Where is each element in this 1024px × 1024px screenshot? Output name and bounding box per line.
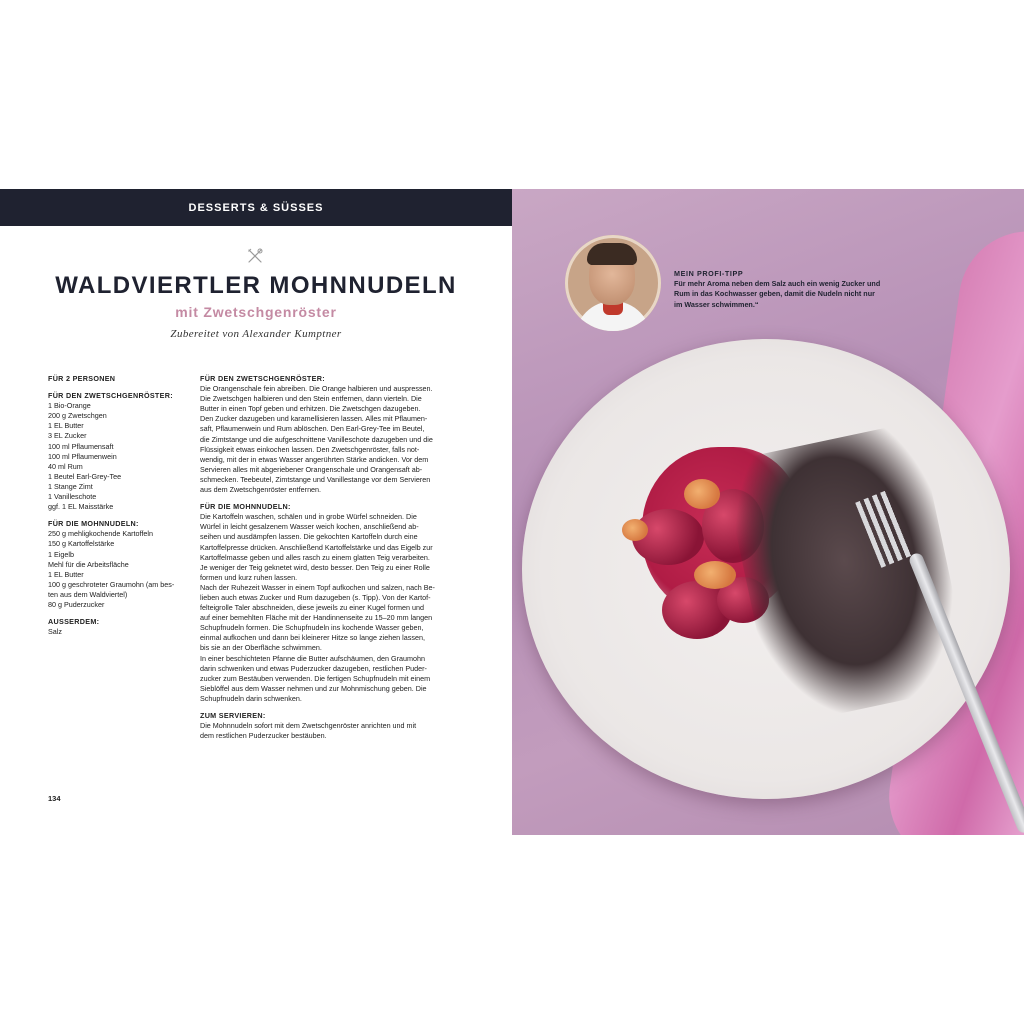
orange-peel [684, 479, 720, 509]
method-line: dem restlichen Puderzucker bestäuben. [200, 731, 327, 741]
method-section [200, 502, 465, 704]
chef-portrait [565, 235, 661, 331]
ingredient-item: 1 Beutel Earl-Grey-Tee [48, 471, 122, 481]
ingredient-item: 1 EL Butter [48, 421, 84, 431]
tip-label: MEIN PROFI-TIPP [674, 269, 744, 278]
method-section [200, 711, 465, 741]
method-heading: FÜR DIE MOHNNUDELN: [200, 502, 291, 512]
ingredient-group-heading: FÜR DIE MOHNNUDELN: [48, 519, 139, 529]
method-line: Sieblöffel aus dem Wasser nehmen und zur Mohnmischung geben. Die [200, 683, 427, 693]
servings-label: FÜR 2 PERSONEN [48, 374, 116, 383]
method-line: zucker zum Bestäuben verwenden. Die fertigen Schupfnudeln mit einem [200, 673, 431, 683]
tip-line: Für mehr Aroma neben dem Salz auch ein wenig Zucker und [674, 279, 881, 289]
tip-line: im Wasser schwimmen.“ [674, 299, 759, 309]
method-section [200, 374, 465, 495]
ingredient-item: 200 g Zwetschgen [48, 411, 107, 421]
method-line: Servieren alles mit abgeriebener Orangenschale und Orangensaft ab- [200, 464, 423, 474]
ingredient-group [48, 391, 188, 512]
ingredient-item: 250 g mehligkochende Kartoffeln [48, 529, 153, 539]
ingredient-item: Salz [48, 627, 62, 637]
page-number: 134 [48, 794, 61, 803]
method-line: felteigrolle Taler abschneiden, diese jeweils zu einer Kugel formen und [200, 603, 425, 613]
method-line: saft, Pflaumenwein und Rum ablöschen. Den Earl-Grey-Tee im Beutel, [200, 424, 425, 434]
ingredient-item: 150 g Kartoffelstärke [48, 539, 115, 549]
method-line: Nach der Ruhezeit Wasser in einem Topf aufkochen und salzen, nach Be- [200, 582, 435, 592]
method-line: darin schwenken und etwas Puderzucker dazugeben, restlichen Puder- [200, 663, 427, 673]
method-line: die Zimtstange und die aufgeschnittene Vanilleschote dazugeben und die [200, 434, 433, 444]
ingredient-item: 100 g geschroteter Graumohn (am bes- [48, 579, 175, 589]
method-line: Je weniger der Teig geknetet wird, desto besser. Den Teig zu einer Rolle [200, 562, 430, 572]
recipe-title: WALDVIERTLER MOHNNUDELN [55, 272, 457, 299]
ingredient-item: 1 Eigelb [48, 549, 74, 559]
utensils-icon [247, 248, 263, 264]
ingredient-item: 3 EL Zucker [48, 431, 87, 441]
method-column [200, 374, 465, 741]
ingredient-group-heading: AUSSERDEM: [48, 617, 100, 627]
ingredient-item: 100 ml Pflaumensaft [48, 441, 114, 451]
ingredient-item: Mehl für die Arbeitsfläche [48, 559, 129, 569]
method-line: Schupfnudeln darin schwenken. [200, 693, 302, 703]
ingredient-group-heading: FÜR DEN ZWETSCHGENRÖSTER: [48, 391, 173, 401]
ingredient-group [48, 617, 188, 637]
method-line: Butter in einen Topf geben und erhitzen. Die Zwetschgen dazugeben. [200, 404, 421, 414]
recipe-byline: Zubereitet von Alexander Kumptner [170, 328, 342, 340]
ingredient-item: 1 Stange Zimt [48, 481, 93, 491]
method-line: lieben auch etwas Zucker und Rum dazugeben (s. Tipp). Von der Kartof- [200, 592, 431, 602]
method-line: Die Zwetschgen halbieren und den Stein entfernen, dann vierteln. Die [200, 394, 422, 404]
orange-peel [694, 561, 736, 589]
method-line: formen und kurz ruhen lassen. [200, 572, 298, 582]
method-line: Kartoffelpresse drücken. Anschließend Kartoffelstärke und das Eigelb zur [200, 542, 433, 552]
method-heading: ZUM SERVIEREN: [200, 711, 266, 720]
tip-line: Rum in das Kochwasser geben, damit die Nudeln nicht nur [674, 289, 875, 299]
ingredient-group [48, 519, 188, 610]
method-line: auf einer bemehlten Fläche mit der Handinnenseite zu 15–20 mm langen [200, 613, 433, 623]
method-line: bis sie an der Oberfläche schwimmen. [200, 643, 322, 653]
ingredient-item: 100 ml Pflaumenwein [48, 451, 117, 461]
ingredient-item: 40 ml Rum [48, 461, 83, 471]
method-line: In einer beschichteten Pfanne die Butter aufschäumen, den Graumohn [200, 653, 425, 663]
method-line: Die Mohnnudeln sofort mit dem Zwetschgenröster anrichten und mit [200, 721, 417, 731]
ingredient-item: 1 EL Butter [48, 569, 84, 579]
method-line: einmal aufkochen und dann bei kleinerer Hitze so lange ziehen lassen, [200, 633, 425, 643]
method-line: Die Orangenschale fein abreiben. Die Orange halbieren und auspressen. [200, 384, 433, 394]
ingredient-item: ggf. 1 EL Maisstärke [48, 502, 114, 512]
method-line: Flüssigkeit etwas einkochen lassen. Den Zwetschgenröster, falls not- [200, 444, 420, 454]
section-header [0, 189, 512, 226]
method-heading: FÜR DEN ZWETSCHGENRÖSTER: [200, 374, 325, 383]
ingredient-item: ten aus dem Waldviertel) [48, 589, 128, 599]
section-header-label: DESSERTS & SÜSSES [188, 201, 324, 214]
ingredient-item: 1 Vanilleschote [48, 492, 97, 502]
method-line: Den Zucker dazugeben und karamellisieren lassen. Alles mit Pflaumen- [200, 414, 428, 424]
method-line: Würfel in leicht gesalzenem Wasser weich kochen, anschließend ab- [200, 522, 419, 532]
recipe-subtitle: mit Zwetschgenröster [175, 304, 337, 320]
method-line: Die Kartoffeln waschen, schälen und in grobe Würfel schneiden. Die [200, 512, 417, 522]
method-line: seihen und ausdämpfen lassen. Die gekochten Kartoffeln durch eine [200, 532, 418, 542]
ingredient-item: 1 Bio-Orange [48, 401, 91, 411]
profi-tipp [674, 269, 904, 310]
method-line: Kartoffelmasse geben und alles rasch zu einem glatten Teig verarbeiten. [200, 552, 430, 562]
method-line: Schupfnudeln formen. Die Schupfnudeln ins kochende Wasser geben, [200, 623, 424, 633]
method-line: aus dem Zwetschgenröster entfernen. [200, 485, 322, 495]
ingredient-item: 80 g Puderzucker [48, 599, 105, 609]
method-line: schmecken. Teebeutel, Zimtstange und Vanillestange vor dem Servieren [200, 474, 431, 484]
method-line: wendig, mit der in etwas Wasser angerührten Stärke andicken. Vor dem [200, 454, 429, 464]
ingredients-column [48, 374, 188, 637]
orange-peel [622, 519, 648, 541]
